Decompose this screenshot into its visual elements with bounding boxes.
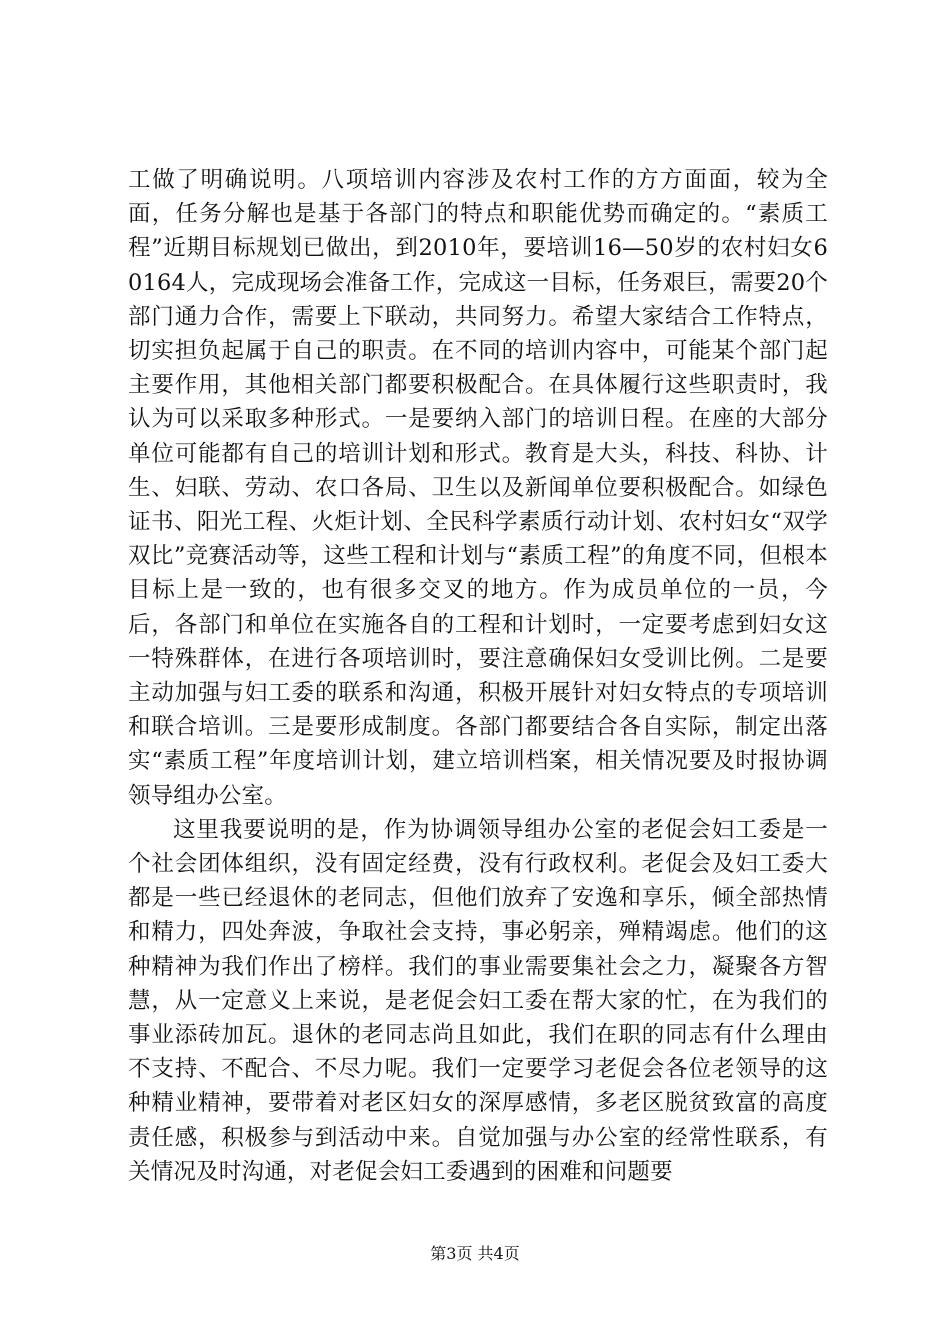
page-footer: 第3页 共4页 [430, 1244, 520, 1263]
paragraph-2: 这里我要说明的是，作为协调领导组办公室的老促会妇工委是一个社会团体组织，没有固定经费，没有行政权利。老促会及妇工委大都是一些已经退休的老同志，但他们放弃了安逸和享乐，倾全部热情和精力，四处奔波，争取社会支持，事必躬亲，殚精竭虑。他们的这种精神为我们作出了榜样。我们的事业需要集社会之力，凝聚各方智慧，从一定意义上来说，是老促会妇工委在帮大家的忙，在为我们的事业添砖加瓦。退休的老同志尚且如此，我们在职的同志有什么理由不支持、不配合、不尽力呢。我们一定要学习老促会各位老领导的这种精业精神，要带着对老区妇女的深厚感情，多老区脱贫致富的高度责任感，积极参与到活动中来。自觉加强与办公室的经常性联系，有关情况及时沟通，对老促会妇工委遇到的困难和问题要 [128, 816, 828, 1185]
body-text [128, 163, 828, 1189]
paragraph-1: 工做了明确说明。八项培训内容涉及农村工作的方方面面，较为全面，任务分解也是基于各部门的特点和职能优势而确定的。“素质工程”近期目标规划已做出，到2010年，要培训16—50岁的农村妇女60164人，完成现场会准备工作，完成这一目标，任务艰巨，需要20个部门通力合作，需要上下联动，共同努力。希望大家结合工作特点，切实担负起属于自己的职责。在不同的培训内容中，可能某个部门起主要作用，其他相关部门都要积极配合。在具体履行这些职责时，我认为可以采取多种形式。一是要纳入部门的培训日程。在座的大部分单位可能都有自己的培训计划和形式。教育是大头，科技、科协、计生、妇联、劳动、农口各局、卫生以及新闻单位要积极配合。如绿色证书、阳光工程、火炬计划、全民科学素质行动计划、农村妇女“双学双比”竞赛活动等，这些工程和计划与“素质工程”的角度不同，但根本目标上是一致的，也有很多交叉的地方。作为成员单位的一员，今后，各部门和单位在实施各自的工程和计划时，一定要考虑到妇女这一特殊群体，在进行各项培训时，要注意确保妇女受训比例。二是要主动加强与妇工委的联系和沟通，积极开展针对妇女特点的专项培训和联合培训。三是要形成制度。各部门都要结合各自实际，制定出落实“素质工程”年度培训计划，建立培训档案，相关情况要及时报协调领导组办公室。 [128, 167, 828, 809]
